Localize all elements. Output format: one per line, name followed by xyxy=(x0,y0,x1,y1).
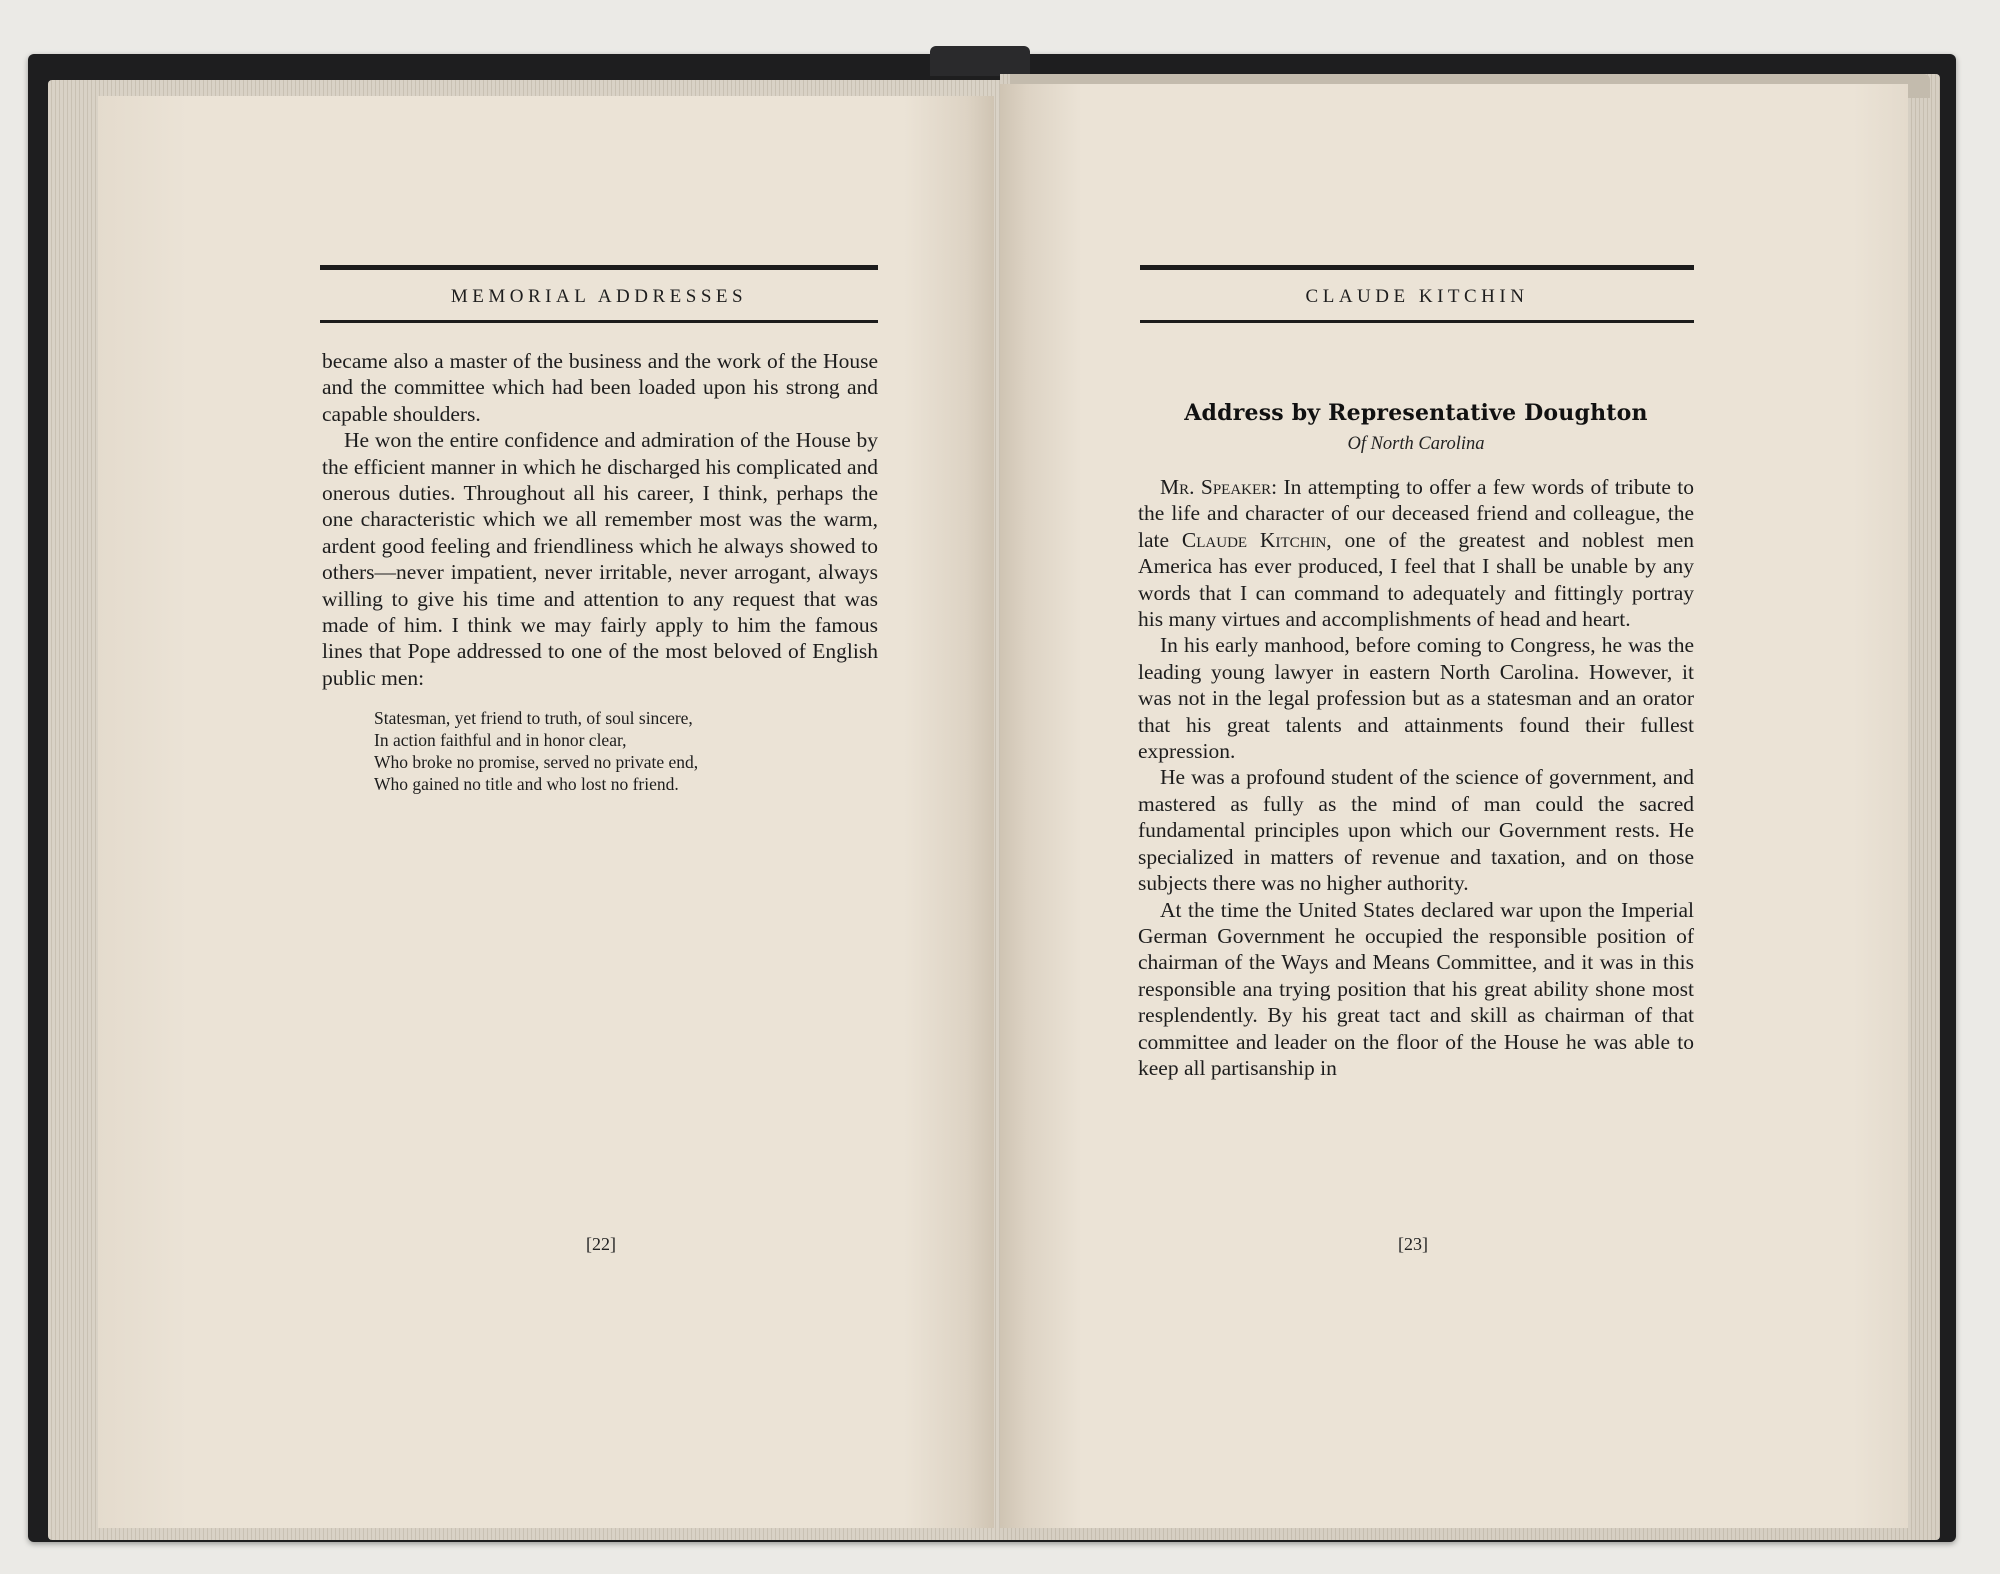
poem-line: In action faithful and in honor clear, xyxy=(374,730,627,751)
book-spine xyxy=(930,46,1030,76)
paragraph: In his early manhood, before coming to Congress, he was the leading young lawyer in eastern North Carolina. However, it was not in the legal profession but as a statesman and an orator that his great talents and attainments found their fullest expression. xyxy=(1138,633,1694,764)
poem-line: Statesman, yet friend to truth, of soul sincere, xyxy=(374,708,693,729)
paragraph xyxy=(1138,474,1694,632)
right-page-text xyxy=(1138,474,1694,1081)
paragraph-text: : In attempting to offer a few words of tribute to the life and character of our deceased friend and colleague, the late xyxy=(1138,475,1694,552)
paragraph-text: , one of the greatest and noblest men America has ever produced, I feel that I shall be unable by any words that I can command to adequately and fittingly portray his many virtues and accomplishments of head and heart. xyxy=(1138,527,1694,632)
poem-line: Who gained no title and who lost no friend. xyxy=(374,774,679,795)
person-name: Claude Kitchin xyxy=(1181,527,1327,552)
paragraph: He won the entire confidence and admiration of the House by the efficient manner in which he discharged his complicated and onerous duties. Throughout all his career, I think, perhaps the one characteristic which we all remember most was the warm, ardent good feeling and friendliness which he always showed to others—never impatient, never irritable, never arrogant, always willing to give his time and attention to any request that was made of him. I think we may fairly apply to him the famous lines that Pope addressed to one of the most beloved of English public men: xyxy=(322,428,878,690)
poem-quote xyxy=(374,707,878,795)
paragraph: became also a master of the business and the work of the House and the committee which had been loaded upon his strong and capable shoulders. xyxy=(322,349,878,426)
poem-line: Who broke no promise, served no private end, xyxy=(374,752,699,773)
left-page-text xyxy=(322,348,878,795)
address-subtitle: Of North Carolina xyxy=(1347,434,1485,454)
paragraph: He was a profound student of the science of government, and mastered as fully as the mind of man could the sacred fundamental principles upon which our Government rests. He specialized in matters of revenue and taxation, and on those subjects there was no higher authority. xyxy=(1138,765,1694,896)
running-head-right: CLAUDE KITCHIN xyxy=(1140,265,1694,323)
address-title: Address by Representative Doughton xyxy=(1184,400,1648,426)
page-number-left: [22] xyxy=(586,1234,616,1254)
running-head-left: MEMORIAL ADDRESSES xyxy=(320,265,878,323)
page-number-right: [23] xyxy=(1398,1234,1428,1254)
paragraph: At the time the United States declared war upon the Imperial German Government he occupied the responsible position of chairman of the Ways and Means Committee, and it was in this responsible ana trying position that his great ability shone most resplendently. By his great tact and skill as chairman of that committee and leader on the floor of the House he was able to keep all partisanship in xyxy=(1138,897,1694,1080)
speaker-label: Mr. Speaker xyxy=(1160,475,1272,499)
